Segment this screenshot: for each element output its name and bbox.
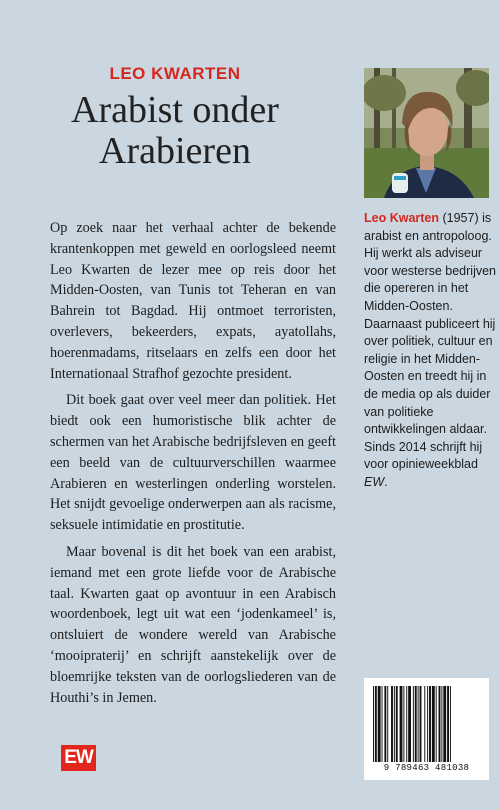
blurb-paragraph-2: Dit boek gaat over veel meer dan politiek. Het biedt ook een humoristische blik achter de schermen van het Arabische bedrijfsleven en geeft een beeld van de cultuurverschillen waarmee Arabieren en westerlingen onderling worstelen. Het snijdt gevoelige onderwerpen aan als racisme, seksuele intimidatie en prostitutie. (50, 392, 336, 534)
blurb-text (50, 218, 336, 714)
author-photo (364, 68, 489, 198)
isbn-digits: 9 789463 481038 (383, 763, 470, 773)
barcode-bars (372, 686, 481, 762)
bio-text: (1957) is arabist en antropoloog. Hij werkt als adviseur voor westerse bedrijven die opereren in het Midden-Oosten. Daarnaast publiceert hij over politiek, cultuur en religie in het Midden-Oosten en treedt hij in de media op als duider van politieke ontwikkelingen aldaar. Sinds 2014 schrijft hij voor opinieweekblad (364, 211, 497, 472)
isbn-barcode (364, 678, 489, 780)
author-photo-image (364, 68, 489, 198)
blurb-paragraph-1: Op zoek naar het verhaal achter de bekende krantenkoppen met geweld en oorlogsleed neemt Leo Kwarten de lezer mee op reis door het Midden-Oosten, van Tunis tot Teheran en van Bahrein tot Bagdad. Hij ontmoet terroristen, overlevers, bekeerders, expats, ayatollahs, hoerenmadams, ritselaars en zelfs een door het Internationaal Strafhof gezochte president. (50, 220, 336, 382)
book-title (0, 90, 350, 172)
author-name: LEO KWARTEN (109, 64, 241, 83)
publisher-logo: EW (61, 745, 96, 771)
blurb-paragraph-3: Maar bovenal is dit het boek van een arabist, iemand met een grote liefde voor de Arabische taal. Kwarten gaat op avontuur in een Arabisch woordenboek, legt uit wat een ‘jodenkameel’ is, ontsluiert de wondere wereld van Arabische ‘mooipraterij’ en schrijft aanstekelijk over de bloemrijke teksten van de oorlogsliederen van de Houthi’s in Jemen. (50, 543, 336, 706)
bio-magazine: EW (364, 474, 385, 489)
author-bio (364, 210, 496, 492)
title-line-1: Arabist onder (71, 89, 279, 131)
title-line-2: Arabieren (99, 130, 251, 172)
bio-author-name: Leo Kwarten (364, 211, 440, 225)
bio-end: . (384, 474, 388, 489)
